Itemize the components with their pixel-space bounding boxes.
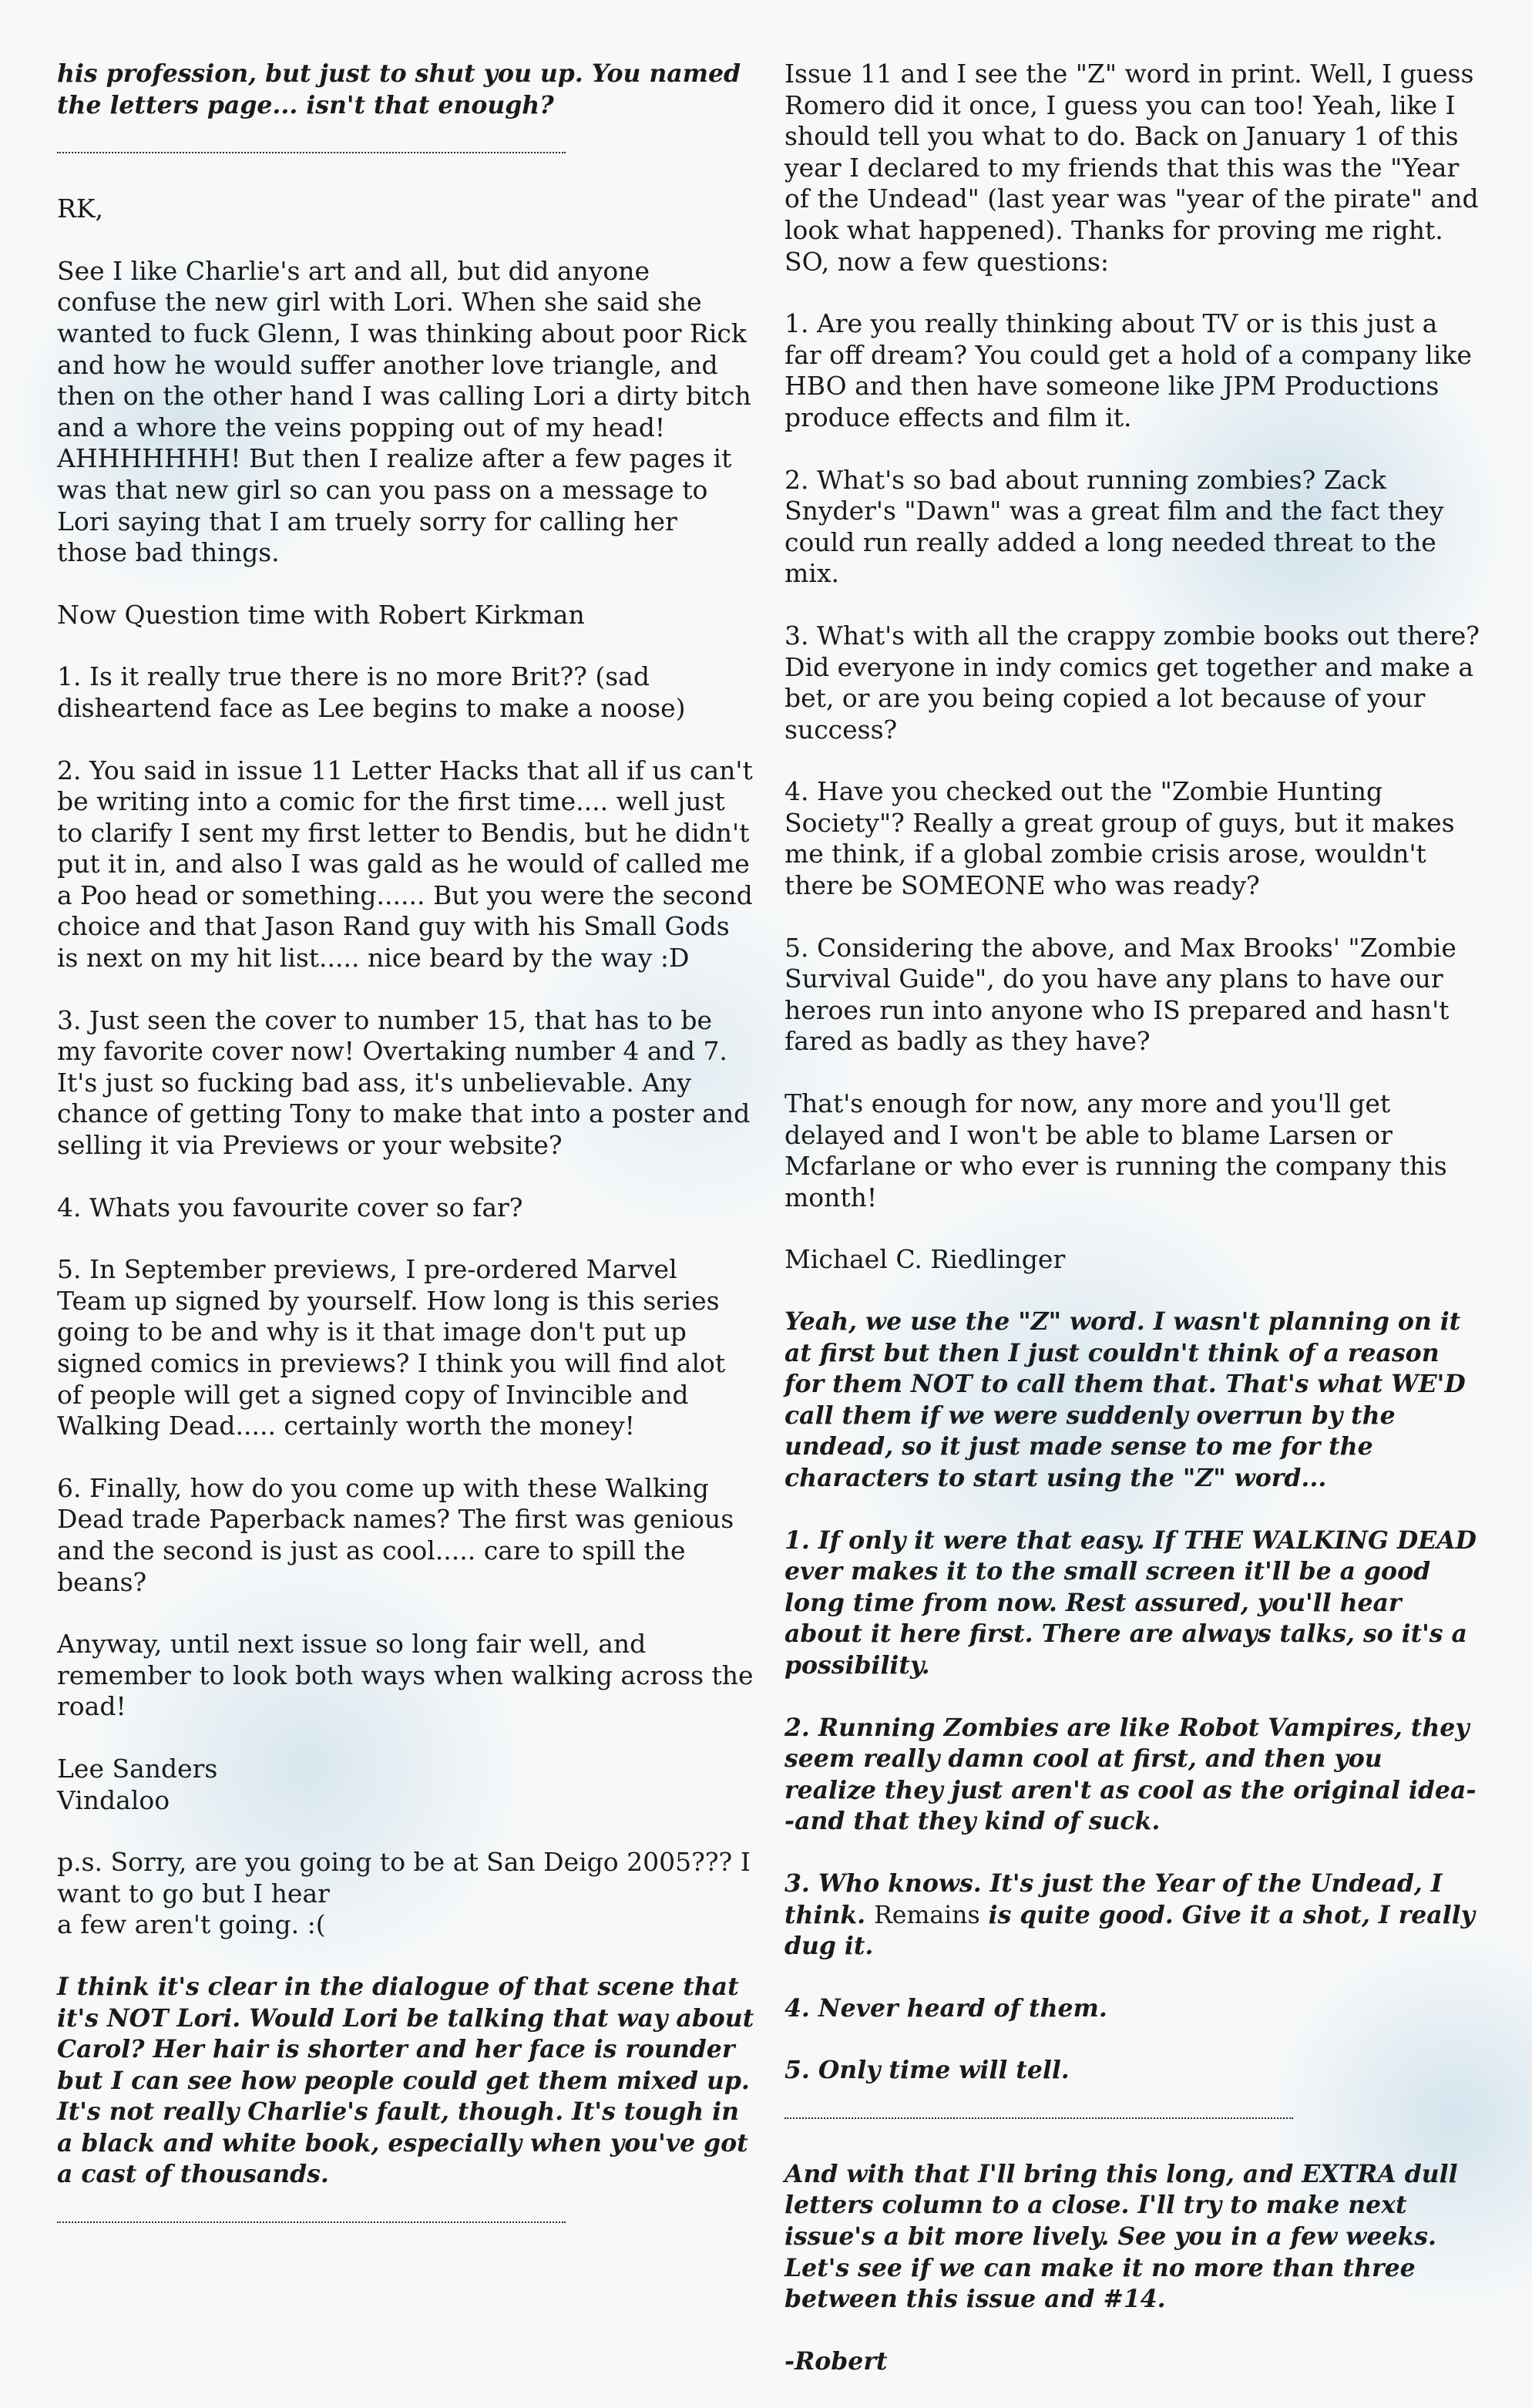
answer-3-text-end: is quite good. Give it a shot, I really dug it. <box>784 1900 1475 1961</box>
right-column <box>784 59 1482 2408</box>
question-4: 4. Whats you favourite cover so far? <box>57 1192 523 1222</box>
answer-1: 1. If only it were that easy. If THE WALKING DEAD ever makes it to the small screen it'll be a good long time from now. Rest assured, you'll hear about it here first. There are always talks, so it's a possibility. <box>784 1525 1477 1680</box>
answer-2: 2. Running Zombies are like Robot Vampires, they seem really damn cool at first, and then you realize they just aren't as cool as the original idea--and that they kind of suck. <box>784 1713 1477 1836</box>
editor-reply-intro: Yeah, we use the "Z" word. I wasn't planning on it at first but then I just couldn't think of a reason for them NOT to call them that. That's what WE'D call them if we were suddenly overrun by the undead, so it just made sense to me for the characters to start using the "Z" word... <box>784 1307 1466 1492</box>
postscript: p.s. Sorry, are you going to be at San Deigo 2005??? I want to go but I hear a few aren't going. :( <box>57 1847 751 1940</box>
divider <box>784 2117 1293 2119</box>
question-2: 2. What's so bad about running zombies? Zack Snyder's "Dawn" was a great film and the fact they could run really added a long needed threat to the mix. <box>784 464 1444 589</box>
salutation: RK, <box>57 193 103 224</box>
question-2: 2. You said in issue 11 Letter Hacks that all if us can't be writing into a comic for the first time.... well just to clarify I sent my first letter to Bendis, but he didn't put it in, and also I was gald as he would of called me a Poo head or something...... But you were the second choice and that Jason Rand guy with his Small Gods is next on my hit list..... nice beard by the way :D <box>57 755 753 974</box>
question-3: 3. What's with all the crappy zombie books out there? Did everyone in indy comics get together and make a bet, or are you being copied a lot because of your success? <box>784 620 1480 745</box>
letter-paragraph: Now Question time with Robert Kirkman <box>57 599 585 630</box>
question-1: 1. Are you really thinking about TV or is this just a far off dream? You could get a hold of a company like HBO and then have someone like JPM Productions produce effects and film it. <box>784 308 1472 432</box>
letter-paragraph: See I like Charlie's art and all, but did anyone confuse the new girl with Lori. When she said she wanted to fuck Glenn, I was thinking about poor Rick and how he would suffer another love triangle, and then on the other hand I was calling Lori a dirty bitch and a whore the veins popping out of my head! AHHHHHHH! But then I realize after a few pages it was that new girl so can you pass on a message to Lori saying that I am truely sorry for calling her those bad things. <box>57 255 751 568</box>
reply-intro: his profession, but just to shut you up. You named the letters page... isn't that enough? <box>57 59 741 119</box>
letter-closing: Anyway, until next issue so long fair well, and remember to look both ways when walking across the road! <box>57 1629 754 1722</box>
letter-closing: That's enough for now, any more and you'll get delayed and I won't be able to blame Larsen or Mcfarlane or who ever is running the company this month! <box>784 1088 1447 1212</box>
question-4: 4. Have you checked out the "Zombie Hunting Society"? Really a great group of guys, but it makes me think, if a global zombie crisis arose, wouldn't there be SOMEONE who was ready? <box>784 776 1455 901</box>
signature-name: Lee Sanders <box>57 1753 218 1784</box>
question-5: 5. In September previews, I pre-ordered Marvel Team up signed by yourself. How long is this series going to be and why is it that image don't put up signed comics in previews? I think you will find alot of people will get a signed copy of Invincible and Walking Dead..... certainly worth the money! <box>57 1254 726 1441</box>
sign-off: -Robert <box>784 2346 888 2376</box>
editor-reply: I think it's clear in the dialogue of that scene that it's NOT Lori. Would Lori be talking that way about Carol? Her hair is shorter and her face is rounder but I can see how people could get them mixed up. It's not really Charlie's fault, though. It's tough in a black and white book, especially when you've got a cast of thousands. <box>57 1972 754 2189</box>
signature-place: Vindaloo <box>57 1784 170 1815</box>
answer-4: 4. Never heard of them. <box>784 1993 1107 2023</box>
divider <box>57 2221 566 2223</box>
letter-paragraph: Issue 11 and I see the "Z" word in print. Well, I guess Romero did it once, I guess you can too! Yeah, like I should tell you what to do. Back on January 1 of this year I declared to my friends that this was the "Year of the Undead" (last year was "year of the pirate" and look what happened). Thanks for proving me right. SO, now a few questions: <box>784 59 1479 277</box>
signature: Michael C. Riedlinger <box>784 1244 1066 1275</box>
question-3: 3. Just seen the cover to number 15, that has to be my favorite cover now! Overtaking number 4 and 7. It's just so fucking bad ass, it's unbelievable. Any chance of getting Tony to make that into a poster and selling it via Previews or your website? <box>57 1004 751 1161</box>
divider <box>57 152 566 153</box>
answer-3 <box>784 1868 1482 1962</box>
answer-5: 5. Only time will tell. <box>784 2056 1070 2085</box>
question-6: 6. Finally, how do you come up with these Walking Dead trade Paperback names? The first was genious and the second is just as cool..... care to spill the beans? <box>57 1472 734 1597</box>
left-column <box>57 59 754 2263</box>
book-title: Remains <box>874 1901 980 1929</box>
answer-3-text: 3. Who knows. It's just the Year of the Undead, I think. <box>784 1868 1443 1929</box>
question-1: 1. Is it really true there is no more Brit?? (sad disheartend face as Lee begins to make a noose) <box>57 661 686 723</box>
column-outro: And with that I'll bring this long, and EXTRA dull letters column to a close. I'll try to make next issue's a bit more lively. See you in a few weeks. Let's see if we can make it no more than three between this issue and #14. <box>784 2159 1458 2314</box>
question-5: 5. Considering the above, and Max Brooks' "Zombie Survival Guide", do you have any plans to have our heroes run into anyone who IS prepared and hasn't fared as badly as they have? <box>784 932 1456 1057</box>
